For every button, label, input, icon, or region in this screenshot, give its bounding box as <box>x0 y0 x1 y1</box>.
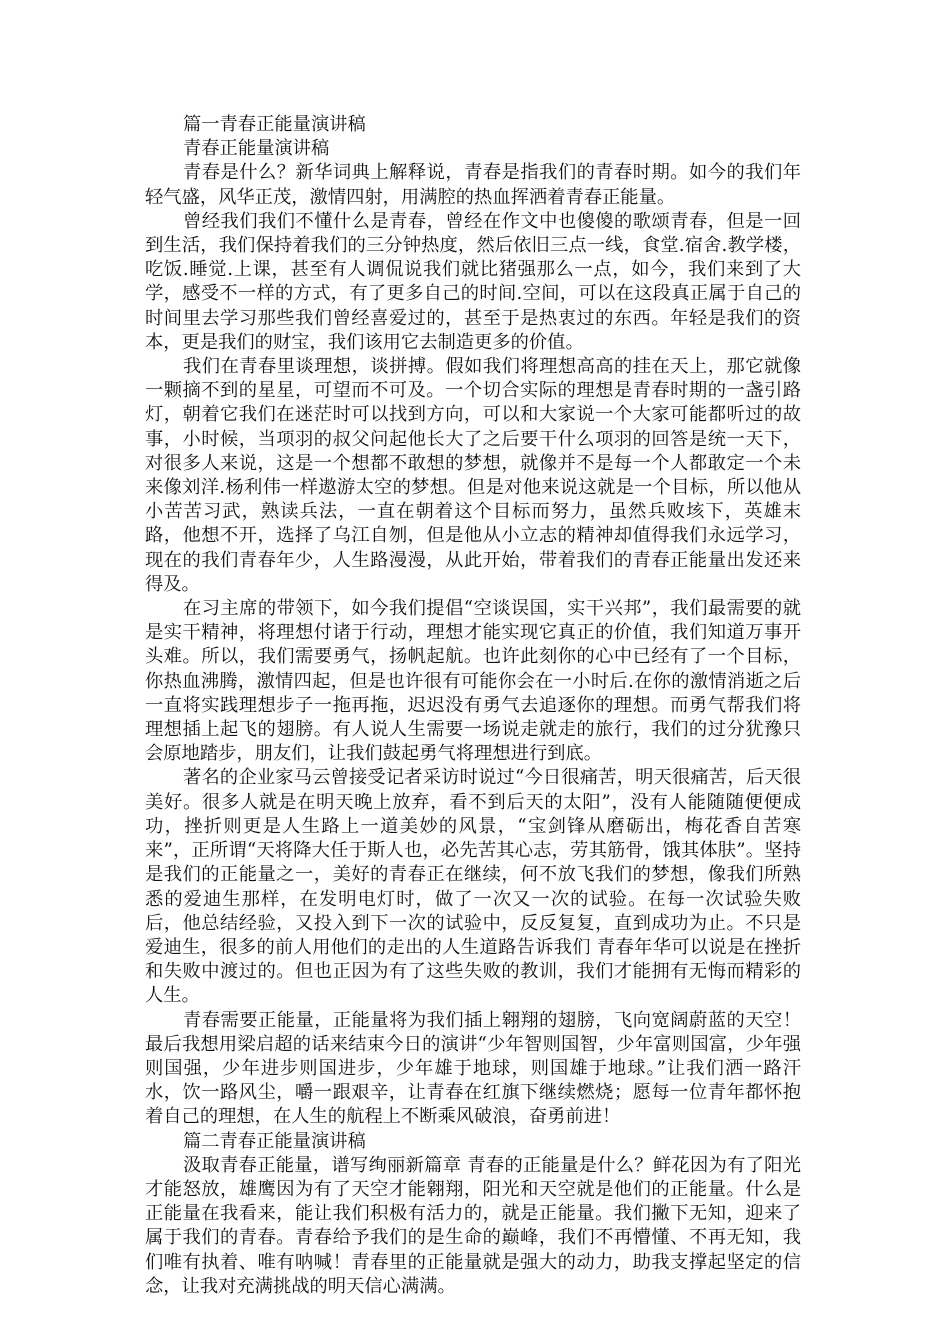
paragraph: 我们在青春里谈理想，谈拼搏。假如我们将理想高高的挂在天上，那它就像一颗摘不到的星星，可望而不可及。一个切合实际的理想是青春时期的一盏引路灯，朝着它我们在迷茫时可以找到方向，可以和大家说一个大家可能都听过的故事，小时候，当项羽的叔父问起他长大了之后要干什么项羽的回答是统一天下，对很多人来说，这是一个想都不敢想的梦想，就像并不是每一个人都敢定一个未来像刘洋.杨利伟一样遨游太空的梦想。但是对他来说这就是一个目标，所以他从小苦苦习武，熟读兵法，一直在朝着这个目标而努力，虽然兵败垓下，英雄末路，他想不开，选择了乌江自刎，但是他从小立志的精神却值得我们永远学习，现在的我们青春年少，人生路漫漫，从此开始，带着我们的青春正能量出发还来得及。 <box>145 356 801 595</box>
paragraph: 青春需要正能量，正能量将为我们插上翱翔的翅膀，飞向宽阔蔚蓝的天空！最后我想用梁启超的话来结束今日的演讲“少年智则国智，少年富则国富，少年强则国强，少年进步则国进步，少年雄于地球，则国雄于地球。”让我们洒一路汗水，饮一路风尘，嚼一跟艰辛，让青春在红旗下继续燃烧；愿每一位青年都怀抱着自己的理想，在人生的航程上不断乘风破浪，奋勇前进！ <box>145 1009 801 1128</box>
document-page <box>145 113 801 1299</box>
paragraph: 在习主席的带领下，如今我们提倡“空谈误国，实干兴邦”，我们最需要的就是实干精神，将理想付诸于行动，理想才能实现它真正的价值，我们知道万事开头难。所以，我们需要勇气，扬帆起航。也许此刻你的心中已经有了一个目标，你热血沸腾，激情四起，但是也许很有可能你会在一小时后.在你的激情消逝之后一直将实践理想步子一拖再拖，迟迟没有勇气去追逐你的理想。而勇气帮我们将理想插上起飞的翅膀。有人说人生需要一场说走就走的旅行，我们的过分犹豫只会原地踏步，朋友们，让我们鼓起勇气将理想进行到底。 <box>145 598 801 765</box>
paragraph: 汲取青春正能量，谱写绚丽新篇章 青春的正能量是什么？鲜花因为有了阳光才能怒放，雄鹰因为有了天空才能翱翔，阳光和天空就是他们的正能量。什么是正能量在我看来，能让我们积极有活力的，就是正能量。我们撇下无知，迎来了属于我们的青春。青春给予我们的是生命的巅峰，我们不再懵懂、不再无知，我们唯有执着、唯有呐喊！青春里的正能量就是强大的动力，助我支撑起坚定的信念，让我对充满挑战的明天信心满满。 <box>145 1154 801 1297</box>
paragraph: 青春是什么？新华词典上解释说，青春是指我们的青春时期。如今的我们年轻气盛，风华正茂，激情四射，用满腔的热血挥洒着青春正能量。 <box>145 162 801 208</box>
section-1-title: 篇一青春正能量演讲稿 <box>183 114 366 135</box>
section-2-title: 篇二青春正能量演讲稿 <box>183 1130 366 1152</box>
paragraph: 曾经我们我们不懂什么是青春，曾经在作文中也傻傻的歌颂青春，但是一回到生活，我们保持着我们的三分钟热度，然后依旧三点一线，食堂.宿舍.教学楼，吃饭.睡觉.上课，甚至有人调侃说我们就比猪强那么一点，如今，我们来到了大学，感受不一样的方式，有了更多自己的时间.空间，可以在这段真正属于自己的时间里去学习那些我们曾经喜爱过的，甚至于是热衷过的东西。年轻是我们的资本，更是我们的财宝，我们该用它去制造更多的价值。 <box>145 210 801 353</box>
paragraph: 著名的企业家马云曾接受记者采访时说过“今日很痛苦，明天很痛苦，后天很美好。很多人就是在明天晚上放弃，看不到后天的太阳”，没有人能随随便便成功，挫折则更是人生路上一道美妙的风景，“宝剑锋从磨砺出，梅花香自苦寒来”，正所谓“天将降大任于斯人也，必先苦其心志，劳其筋骨，饿其体肤”。坚持是我们的正能量之一，美好的青春正在继续，何不放飞我们的梦想，像我们所熟悉的爱迪生那样，在发明电灯时，做了一次又一次的试验。在每一次试验失败后，他总结经验，又投入到下一次的试验中，反反复复，直到成功为止。不只是爱迪生，很多的前人用他们的走出的人生道路告诉我们 青春年华可以说是在挫折和失败中渡过的。但也正因为有了这些失败的教训，我们才能拥有无悔而精彩的人生。 <box>145 767 801 1007</box>
speech-title: 青春正能量演讲稿 <box>183 138 330 160</box>
